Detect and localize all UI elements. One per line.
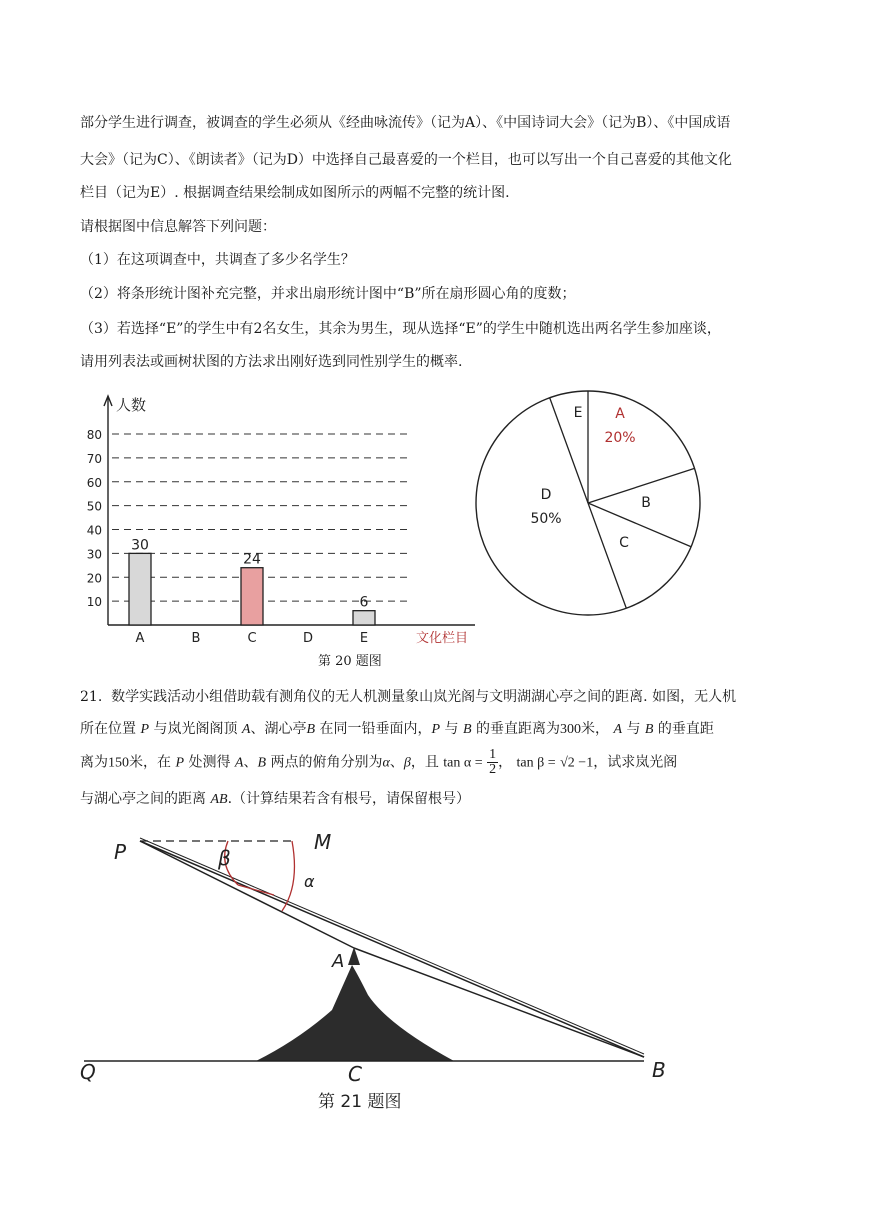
q21-var-A: A [234,755,244,771]
y-tick-label: 60 [86,475,102,490]
q21-var-P: P [431,722,441,737]
figure-21-caption: 第 21 题图 [318,1092,402,1112]
question-21-line-4 [80,788,470,808]
q21-seg: .（计算结果若含有根号，请保留根号） [227,791,471,807]
q21-seg: 处测得 [188,754,231,771]
pie-slice-label: D [540,487,552,503]
q21-seg: 、 [243,754,258,771]
figure-21-diagram [78,825,718,1125]
q21-sqrt-expr: √2 −1 [560,755,594,771]
question-21-line-3 [80,748,677,777]
q21-seg: 与 [626,721,641,737]
q21-seg: 、湖心亭 [250,721,307,737]
q21-seg: ，且 [410,754,439,771]
hill-silhouette [256,965,454,1061]
bar [129,553,151,625]
label-M: M [314,830,332,854]
label-A: A [332,951,345,972]
label-C: C [348,1062,362,1086]
bar-value-label: 24 [243,551,261,568]
q21-text-1: 数学实践活动小组借助载有测角仪的无人机测量象山岚光阁与文明湖湖心亭之间的距离. 如图，无人机 [111,689,737,705]
q21-seg: 米， [580,721,609,737]
label-P: P [114,840,127,864]
x-tick-label: A [135,631,145,646]
pie-slice-label: E [573,405,583,421]
question-1: （1）在这项调查中，共调查了多少名学生？ [80,252,355,268]
line-PA [140,841,354,948]
x-axis-label: 文化栏目 [416,631,469,646]
bar [353,611,375,625]
q21-var-AB: AB [210,792,228,807]
bar-value-label: 6 [359,594,369,611]
instruction: 请根据图中信息解答下列问题： [80,219,276,235]
q21-tan-beta: tan β = [516,755,556,771]
q21-seg: 、 [389,754,404,771]
q21-var-B: B [257,755,267,771]
x-tick-label: B [191,631,201,646]
figure-20-caption: 第 20 题图 [318,654,382,669]
y-tick-label: 70 [86,451,102,466]
q21-seg: 的垂直距离为 [475,721,560,737]
bar-value-label: 30 [131,537,149,554]
pie-chart [470,385,710,625]
q21-seg: 米，在 [129,754,171,771]
y-tick-label: 80 [86,428,102,442]
x-tick-label: E [359,631,369,646]
y-tick-label: 20 [86,571,102,586]
q21-seg: ， [498,754,513,771]
question-21-line-2 [80,718,714,738]
q21-alpha: α [382,755,390,771]
q21-num-300: 300 [559,722,581,737]
intro-line-1: 部分学生进行调查，被调查的学生必须从《经曲咏流传》（记为A）、《中国诗词大会》（记为B）、《中国成语 [80,115,731,131]
fraction-one-half [487,748,498,777]
y-axis-label: 人数 [116,396,147,414]
bar-chart [80,390,500,670]
q21-seg: 所在位置 [80,721,136,737]
x-tick-label: D [302,631,314,646]
q21-seg: 与岚光阁阁顶 [153,721,238,737]
q21-seg: 两点的俯角分别为 [270,754,383,771]
q21-seg: 离为 [80,754,108,771]
q21-beta: β [403,755,411,771]
pie-slice-label: A [615,406,625,422]
intro-line-2: 大会》（记为C）、《朗读者》（记为D）中选择自己最喜爱的一个栏目，也可以写出一个自己喜爱的其他文化 [80,152,732,168]
pie-percent-label: 20% [604,430,636,446]
fraction-denominator: 2 [489,762,497,777]
label-alpha: α [304,872,315,891]
intro-line-3: 栏目（记为E）. 根据调查结果绘制成如图所示的两幅不完整的统计图. [80,185,510,201]
pie-percent-label: 50% [530,511,562,527]
question-3-line-1: （3）若选择“E”的学生中有2名女生，其余为男生，现从选择“E”的学生中随机选出两名学生参加座谈， [80,321,721,337]
q21-var-B: B [306,722,316,737]
label-Q: Q [80,1060,96,1084]
pie-slice-label: B [641,495,651,511]
q21-var-A: A [613,722,622,737]
y-tick-label: 40 [86,523,102,538]
question-2: （2）将条形统计图补充完整，并求出扇形统计图中“B”所在扇形圆心角的度数； [80,286,576,302]
angle-arc-alpha [282,841,294,911]
label-B: B [652,1058,666,1082]
question-3-line-2: 请用列表法或画树状图的方法求出刚好选到同性别学生的概率. [80,354,463,370]
label-beta: β [218,846,231,870]
pie-slice-label: C [619,535,629,551]
y-tick-label: 50 [86,499,102,514]
q21-var-P: P [140,722,150,737]
q21-var-B: B [644,722,654,737]
question-number: 21. [80,689,103,705]
q21-seg: 与 [444,721,459,737]
q21-var-B: B [462,722,472,737]
q21-tan-alpha: tan α = [443,755,483,771]
q21-var-P: P [175,755,185,771]
q21-num-150: 150 [108,755,129,771]
fraction-numerator: 1 [489,747,497,762]
q21-seg: ，试求岚光阁 [593,754,678,771]
q21-seg: 与湖心亭之间的距离 [80,791,206,807]
question-21-line-1 [80,686,736,706]
x-tick-label: C [247,631,257,646]
y-tick-label: 10 [86,595,102,610]
bar [241,568,263,625]
y-tick-label: 30 [86,547,102,562]
q21-var-A: A [241,722,251,737]
q21-seg: 的垂直距 [657,721,714,737]
q21-seg: 在同一铅垂面内， [319,721,432,737]
